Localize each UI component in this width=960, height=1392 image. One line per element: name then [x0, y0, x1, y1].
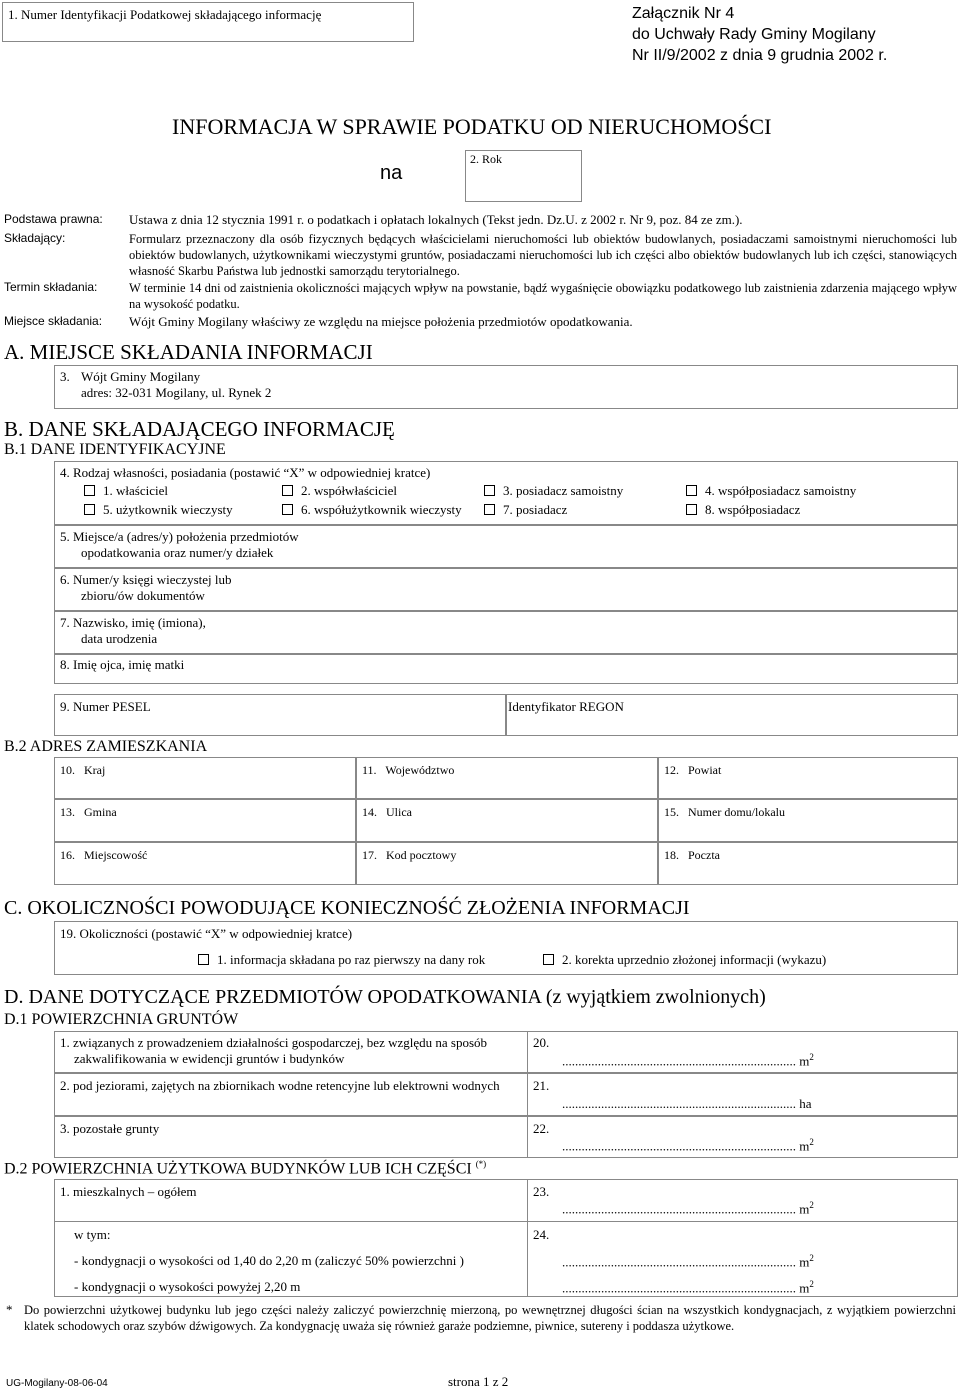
section-b1-title: B.1 DANE IDENTYFIKACYJNE — [4, 441, 226, 458]
checkbox-icon[interactable] — [282, 504, 293, 515]
including-num: 24. — [533, 1227, 550, 1242]
postal-code-field[interactable] — [356, 842, 658, 885]
checkbox-icon[interactable] — [84, 504, 95, 515]
filing-place-line-2: adres: 32-031 Mogilany, ul. Rynek 2 — [81, 385, 272, 400]
parents-names-label: 8. Imię ojca, imię matki — [60, 657, 185, 672]
circumstances-label: 19. Okoliczności (postawić “X” w odpowiedniej kratce) — [60, 926, 353, 941]
postal-code-label: 17. Kod pocztowy — [362, 848, 457, 862]
option-perpetual-user[interactable]: 5. użytkownik wieczysty — [84, 502, 233, 518]
town-label: 16. Miejscowość — [60, 848, 148, 862]
low-storey-label: - kondygnacji o wysokości od 1,40 do 2,20 m (zaliczyć 50% powierzchni ) — [74, 1253, 464, 1268]
annex-line-2: do Uchwały Rady Gminy Mogilany — [632, 26, 876, 43]
filer-text: Formularz przeznaczony dla osób fizycznych będących właścicielami nieruchomości lub obiektów budowlanych, posiadaczami samoistnymi nieruchomości lub obiektów budowlanych, użytkownikami wieczystymi gruntów, posiadaczami nieruchomości lub ich części albo obiektów budowlanych lub ich części, stanowiących własność Skarbu Państwa lub jednostki samorządu terytorialnego. — [129, 232, 957, 278]
option-co-perpetual-user[interactable]: 6. współużytkownik wieczysty — [282, 502, 462, 518]
commune-field[interactable] — [54, 799, 356, 842]
land-register-label-1: 6. Numer/y księgi wieczystej lub — [60, 572, 232, 587]
section-a-title: A. MIEJSCE SKŁADANIA INFORMACJI — [4, 340, 373, 364]
annex-line-1: Załącznik Nr 4 — [632, 5, 735, 22]
parents-names-field[interactable] — [54, 654, 958, 684]
land-row-1-value[interactable]: ........................................................................ $m^2$ — [562, 1052, 814, 1069]
section-d-title: D. DANE DOTYCZĄCE PRZEDMIOTÓW OPODATKOWANIA (z wyjątkiem zwolnionych) — [4, 986, 766, 1008]
basis-text: Ustawa z dnia 12 stycznia 1991 r. o podatkach i opłatach lokalnych (Tekst jedn. Dz.U. z 2002 r. Nr 9, poz. 84 ze zm.). — [129, 212, 743, 227]
high-storey-label: - kondygnacji o wysokości powyżej 2,20 m — [74, 1279, 301, 1294]
section-d1-title: D.1 POWIERZCHNIA GRUNTÓW — [4, 1011, 239, 1028]
land-row-3-divider — [527, 1116, 528, 1158]
section-d2-title: D.2 POWIERZCHNIA UŻYTKOWA BUDYNKÓW LUB ICH CZĘŚCI (*) — [4, 1159, 487, 1178]
option-co-holder[interactable]: 8. współposiadacz — [686, 502, 800, 518]
land-row-1-label-2: zakwalifikowania w ewidencji gruntów i budynków — [74, 1051, 345, 1066]
town-field[interactable] — [54, 842, 356, 885]
checkbox-icon[interactable] — [198, 954, 209, 965]
residential-total-num: 23. — [533, 1184, 550, 1199]
location-label-1: 5. Miejsce/a (adres/y) położenia przedmiotów — [60, 529, 299, 544]
filer-label: Składający: — [4, 231, 66, 245]
building-box-divider — [527, 1179, 528, 1297]
section-c-title: C. OKOLICZNOŚCI POWODUJĄCE KONIECZNOŚĆ ZŁOŻENIA INFORMACJI — [4, 897, 690, 919]
page-number: strona 1 z 2 — [448, 1374, 509, 1389]
low-storey-value[interactable]: ........................................................................ $m^2$ — [562, 1253, 814, 1270]
land-row-1-divider — [527, 1031, 528, 1073]
name-label-1: 7. Nazwisko, imię (imiona), — [60, 615, 206, 630]
street-field[interactable] — [356, 799, 658, 842]
land-row-3-label: 3. pozostałe grunty — [60, 1121, 160, 1136]
checkbox-icon[interactable] — [484, 504, 495, 515]
county-field[interactable] — [658, 757, 958, 799]
land-register-label-2: zbioru/ów dokumentów — [81, 588, 205, 603]
high-storey-value[interactable]: ........................................................................ $m^2$ — [562, 1279, 814, 1296]
land-row-3-value[interactable]: ........................................................................ $m^2$ — [562, 1137, 814, 1154]
location-label-2: opodatkowania oraz numer/y działek — [81, 545, 274, 560]
option-correction[interactable]: 2. korekta uprzednio złożonej informacji (wykazu) — [543, 952, 826, 968]
land-row-1-num: 20. — [533, 1035, 550, 1050]
deadline-label: Termin składania: — [4, 280, 98, 294]
option-first-filing[interactable]: 1. informacja składana po raz pierwszy na dany rok — [198, 952, 485, 968]
section-b2-title: B.2 ADRES ZAMIESZKANIA — [4, 738, 208, 755]
option-independent-holder[interactable]: 3. posiadacz samoistny — [484, 483, 623, 499]
house-number-field[interactable] — [658, 799, 958, 842]
checkbox-icon[interactable] — [686, 485, 697, 496]
filing-place-line-1: Wójt Gminy Mogilany — [81, 369, 201, 384]
voivodeship-label: 11. Województwo — [362, 763, 455, 777]
building-box-separator — [54, 1221, 958, 1222]
land-row-2-label: 2. pod jeziorami, zajętych na zbiornikach wodne retencyjne lub elektrowni wodnych — [60, 1078, 500, 1093]
land-row-2-num: 21. — [533, 1078, 550, 1093]
regon-label: Identyfikator REGON — [508, 699, 624, 714]
land-row-3 — [54, 1116, 958, 1158]
form-title: INFORMACJA W SPRAWIE PODATKU OD NIERUCHOMOŚCI — [172, 114, 772, 139]
post-office-field[interactable] — [658, 842, 958, 885]
document-id: UG-Mogilany-08-06-04 — [6, 1378, 108, 1389]
country-field[interactable] — [54, 757, 356, 799]
deadline-text: W terminie 14 dni od zaistnienia okoliczności mających wpływ na powstanie, bądź wygaśnięcie obowiązku podatkowego lub zaistnienia zdarzenia mającego wpływ na wysokość podatku. — [129, 281, 957, 311]
including-label: w tym: — [74, 1227, 111, 1242]
checkbox-icon[interactable] — [543, 954, 554, 965]
ownership-label: 4. Rodzaj własności, posiadania (postawić “X” w odpowiedniej kratce) — [60, 465, 431, 480]
option-owner[interactable]: 1. właściciel — [84, 483, 168, 499]
residential-total-label: 1. mieszkalnych – ogółem — [60, 1184, 197, 1199]
section-b-title: B. DANE SKŁADAJĄCEGO INFORMACJĘ — [4, 417, 395, 441]
land-row-2-divider — [527, 1073, 528, 1116]
country-label: 10. Kraj — [60, 763, 106, 777]
land-row-2-value[interactable]: ........................................................................ ha — [562, 1096, 812, 1111]
voivodeship-field[interactable] — [356, 757, 658, 799]
option-co-independent-holder[interactable]: 4. współposiadacz samoistny — [686, 483, 856, 499]
option-holder[interactable]: 7. posiadacz — [484, 502, 567, 518]
commune-label: 13. Gmina — [60, 805, 117, 819]
house-number-label: 15. Numer domu/lokalu — [664, 805, 785, 819]
place-label: Miejsce składania: — [4, 314, 103, 328]
option-co-owner[interactable]: 2. współwłaściciel — [282, 483, 397, 499]
place-text: Wójt Gminy Mogilany właściwy ze względu na miejsce położenia przedmiotów opodatkowania. — [129, 314, 633, 329]
footnote-text: Do powierzchni użytkowej budynku lub jego części należy zaliczyć powierzchnię mierzoną, po wewnętrznej długości ścian na wszystkich kondygnacjach, z wyjątkiem powierzchni klatek schodowych oraz szybów dźwigowych. Za kondygnację uważa się również garaże podziemne, piwnice, sutereny i poddasza użytkowe. — [24, 1303, 956, 1333]
residential-total-value[interactable]: ........................................................................ $m^2$ — [562, 1200, 814, 1217]
checkbox-icon[interactable] — [484, 485, 495, 496]
land-row-3-num: 22. — [533, 1121, 550, 1136]
land-row-1-label-1: 1. związanych z prowadzeniem działalności gospodarczej, bez względu na sposób — [60, 1035, 488, 1050]
filing-place-num: 3. — [60, 369, 70, 384]
title-na: na — [380, 162, 403, 184]
year-label: 2. Rok — [470, 152, 503, 166]
name-label-2: data urodzenia — [81, 631, 158, 646]
nip-label: 1. Numer Identyfikacji Podatkowej składającego informację — [8, 7, 322, 22]
county-label: 12. Powiat — [664, 763, 722, 777]
post-office-label: 18. Poczta — [664, 848, 720, 862]
basis-label: Podstawa prawna: — [4, 212, 103, 226]
checkbox-icon[interactable] — [686, 504, 697, 515]
checkbox-icon[interactable] — [84, 485, 95, 496]
footnote-mark: * — [6, 1302, 13, 1317]
street-label: 14. Ulica — [362, 805, 412, 819]
annex-line-3: Nr II/9/2002 z dnia 9 grudnia 2002 r. — [632, 47, 888, 64]
checkbox-icon[interactable] — [282, 485, 293, 496]
pesel-label: 9. Numer PESEL — [60, 699, 151, 714]
